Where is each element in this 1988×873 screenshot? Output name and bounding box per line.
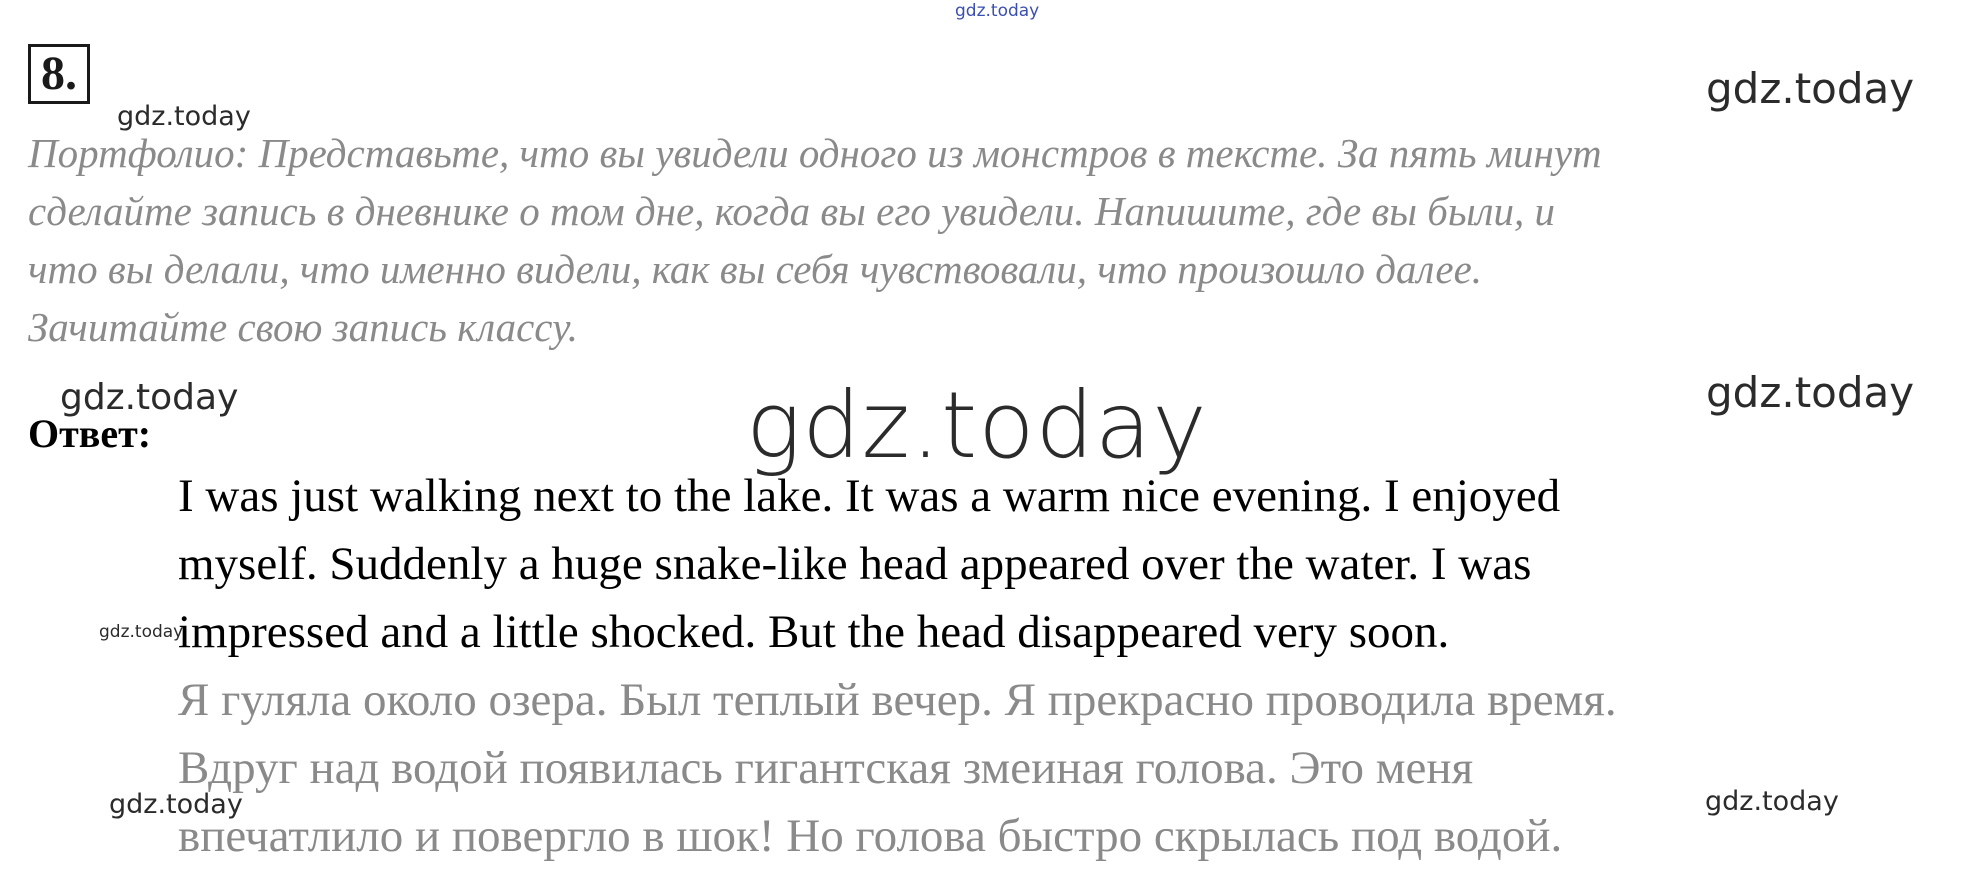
task-text bbox=[28, 124, 1958, 356]
exercise-number: 8. bbox=[28, 44, 90, 104]
watermark-top-right: gdz.today bbox=[1706, 64, 1915, 113]
watermark-right-bottom: gdz.today bbox=[1705, 786, 1839, 817]
answer-russian-line: впечатлило и повергло в шок! Но голова быстро скрылась под водой. bbox=[178, 810, 1563, 862]
task-line: Портфолио: Представьте, что вы увидели одного из монстров в тексте. За пять минут bbox=[28, 130, 1602, 176]
watermark-left-middle: gdz.today bbox=[99, 622, 184, 642]
answer-label: Ответ: bbox=[28, 411, 152, 456]
answer-english-line: myself. Suddenly a huge snake-like head appeared over the water. I was bbox=[178, 538, 1532, 590]
task-line: что вы делали, что именно видели, как вы себя чувствовали, что произошло далее. bbox=[28, 246, 1483, 292]
answer-russian-line: Вдруг над водой появилась гигантская змеиная голова. Это меня bbox=[178, 742, 1474, 794]
answer-english bbox=[178, 462, 1958, 666]
watermark-left-under-number: gdz.today bbox=[117, 101, 251, 132]
answer-english-line: I was just walking next to the lake. It was a warm nice evening. I enjoyed bbox=[178, 470, 1561, 522]
task-line: Зачитайте свою запись классу. bbox=[28, 304, 579, 350]
watermark-left-bottom: gdz.today bbox=[109, 789, 243, 820]
answer-english-line: impressed and a little shocked. But the head disappeared very soon. bbox=[178, 606, 1450, 658]
answer-russian-line: Я гуляла около озера. Был теплый вечер. Я прекрасно проводила время. bbox=[178, 674, 1617, 726]
watermark-center-large: gdz.today bbox=[746, 372, 1208, 479]
watermark-left-above-answer: gdz.today bbox=[60, 377, 239, 418]
watermark-top: gdz.today bbox=[955, 1, 1040, 21]
watermark-right-above-answer: gdz.today bbox=[1706, 368, 1915, 417]
answer-russian bbox=[178, 666, 1968, 870]
task-line: сделайте запись в дневнике о том дне, когда вы его увидели. Напишите, где вы были, и bbox=[28, 188, 1555, 234]
